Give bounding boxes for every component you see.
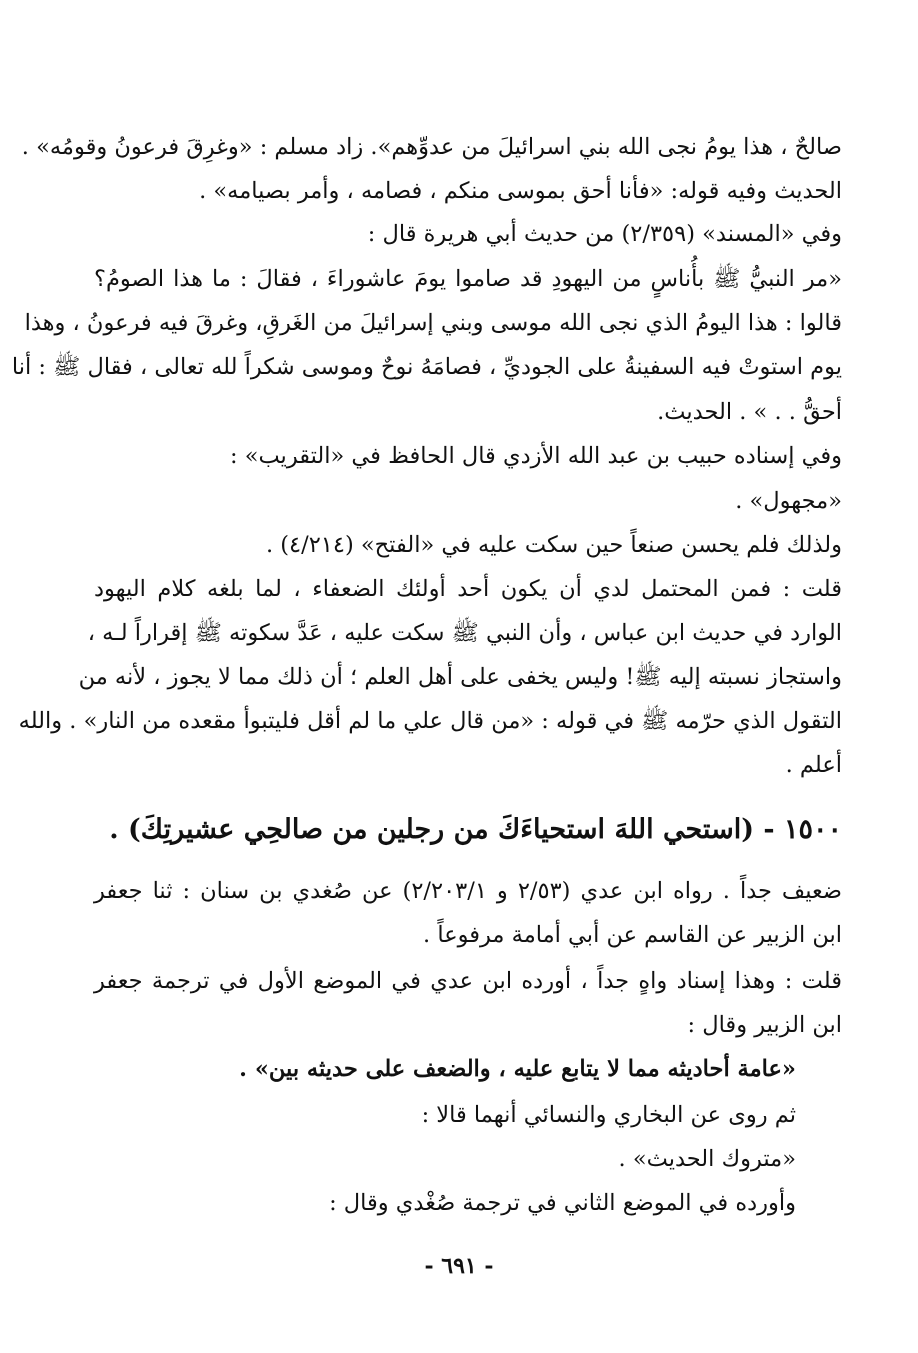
text-line: ضعيف جداً . رواه ابن عدي (٢/٥٣ و ٢/٢٠٣/١) عن صُغدي بن سنان : ثنا جعفر bbox=[94, 878, 842, 904]
quoted-line: «متروك الحديث» . bbox=[618, 1146, 796, 1172]
text-line: الوارد في حديث ابن عباس ، وأن النبي ﷺ سكت عليه ، عَدَّ سكوته ﷺ إقراراً لـه ، bbox=[87, 620, 842, 646]
text-line: ابن الزبير عن القاسم عن أبي أمامة مرفوعاً . bbox=[423, 922, 842, 948]
text-line: «مجهول» . bbox=[735, 488, 842, 514]
text-line: وفي «المسند» (٢/٣٥٩) من حديث أبي هريرة قال : bbox=[367, 221, 842, 247]
text-line: الحديث وفيه قوله: «فأنا أحق بموسى منكم ، فصامه ، وأمر بصيامه» . bbox=[199, 178, 842, 204]
text-line: ثم روى عن البخاري والنسائي أنهما قالا : bbox=[421, 1102, 796, 1128]
text-line: صالحٌ ، هذا يومُ نجى الله بني اسرائيلَ من عدوِّهم». زاد مسلم : «وغرِقَ فرعونُ وقومُه» . bbox=[21, 134, 842, 160]
text-line: ولذلك فلم يحسن صنعاً حين سكت عليه في «الفتح» (٤/٢١٤) . bbox=[265, 532, 842, 558]
text-line: يوم استوتْ فيه السفينةُ على الجوديِّ ، فصامَهُ نوحٌ وموسى شكراً لله تعالى ، فقال ﷺ : أنا bbox=[11, 354, 842, 380]
text-line: وأورده في الموضع الثاني في ترجمة صُغْدي وقال : bbox=[329, 1190, 796, 1216]
text-line: أعلم . bbox=[785, 752, 842, 778]
text-line: وفي إسناده حبيب بن عبد الله الأزدي قال الحافظ في «التقريب» : bbox=[229, 443, 842, 469]
text-line: قلت : فمن المحتمل لدي أن يكون أحد أولئك الضعفاء ، لما بلغه كلام اليهود bbox=[94, 576, 842, 602]
text-line: قالوا : هذا اليومُ الذي نجى الله موسى وبني إسرائيلَ من الغَرقِ، وغرقَ فيه فرعونُ ، وهذا bbox=[24, 310, 842, 336]
text-line: واستجاز نسبته إليه ﷺ! وليس يخفى على أهل العلم ؛ أن ذلك مما لا يجوز ، لأنه من bbox=[78, 664, 842, 690]
text-line: التقول الذي حرّمه ﷺ في قوله : «من قال علي ما لم أقل فليتبوأ مقعده من النار» . والله bbox=[18, 708, 842, 734]
quoted-line: «عامة أحاديثه مما لا يتابع عليه ، والضعف على حديثه بين» . bbox=[239, 1056, 796, 1082]
hadith-heading: ١٥٠٠ - (استحي اللهَ استحياءَكَ من رجلين من صالحِي عشيرتِكَ) . bbox=[109, 814, 842, 845]
text-line: أحقُّ . . » . الحديث. bbox=[657, 399, 842, 425]
text-line: «مر النبيُّ ﷺ بأُناسٍ من اليهودِ قد صاموا يومَ عاشوراءَ ، فقالَ : ما هذا الصومُ؟ bbox=[94, 266, 842, 292]
page-number: - ٦٩١ - bbox=[424, 1253, 494, 1279]
text-line: ابن الزبير وقال : bbox=[687, 1012, 842, 1038]
text-line: قلت : وهذا إسناد واهٍ جداً ، أورده ابن عدي في الموضع الأول في ترجمة جعفر bbox=[94, 968, 842, 994]
